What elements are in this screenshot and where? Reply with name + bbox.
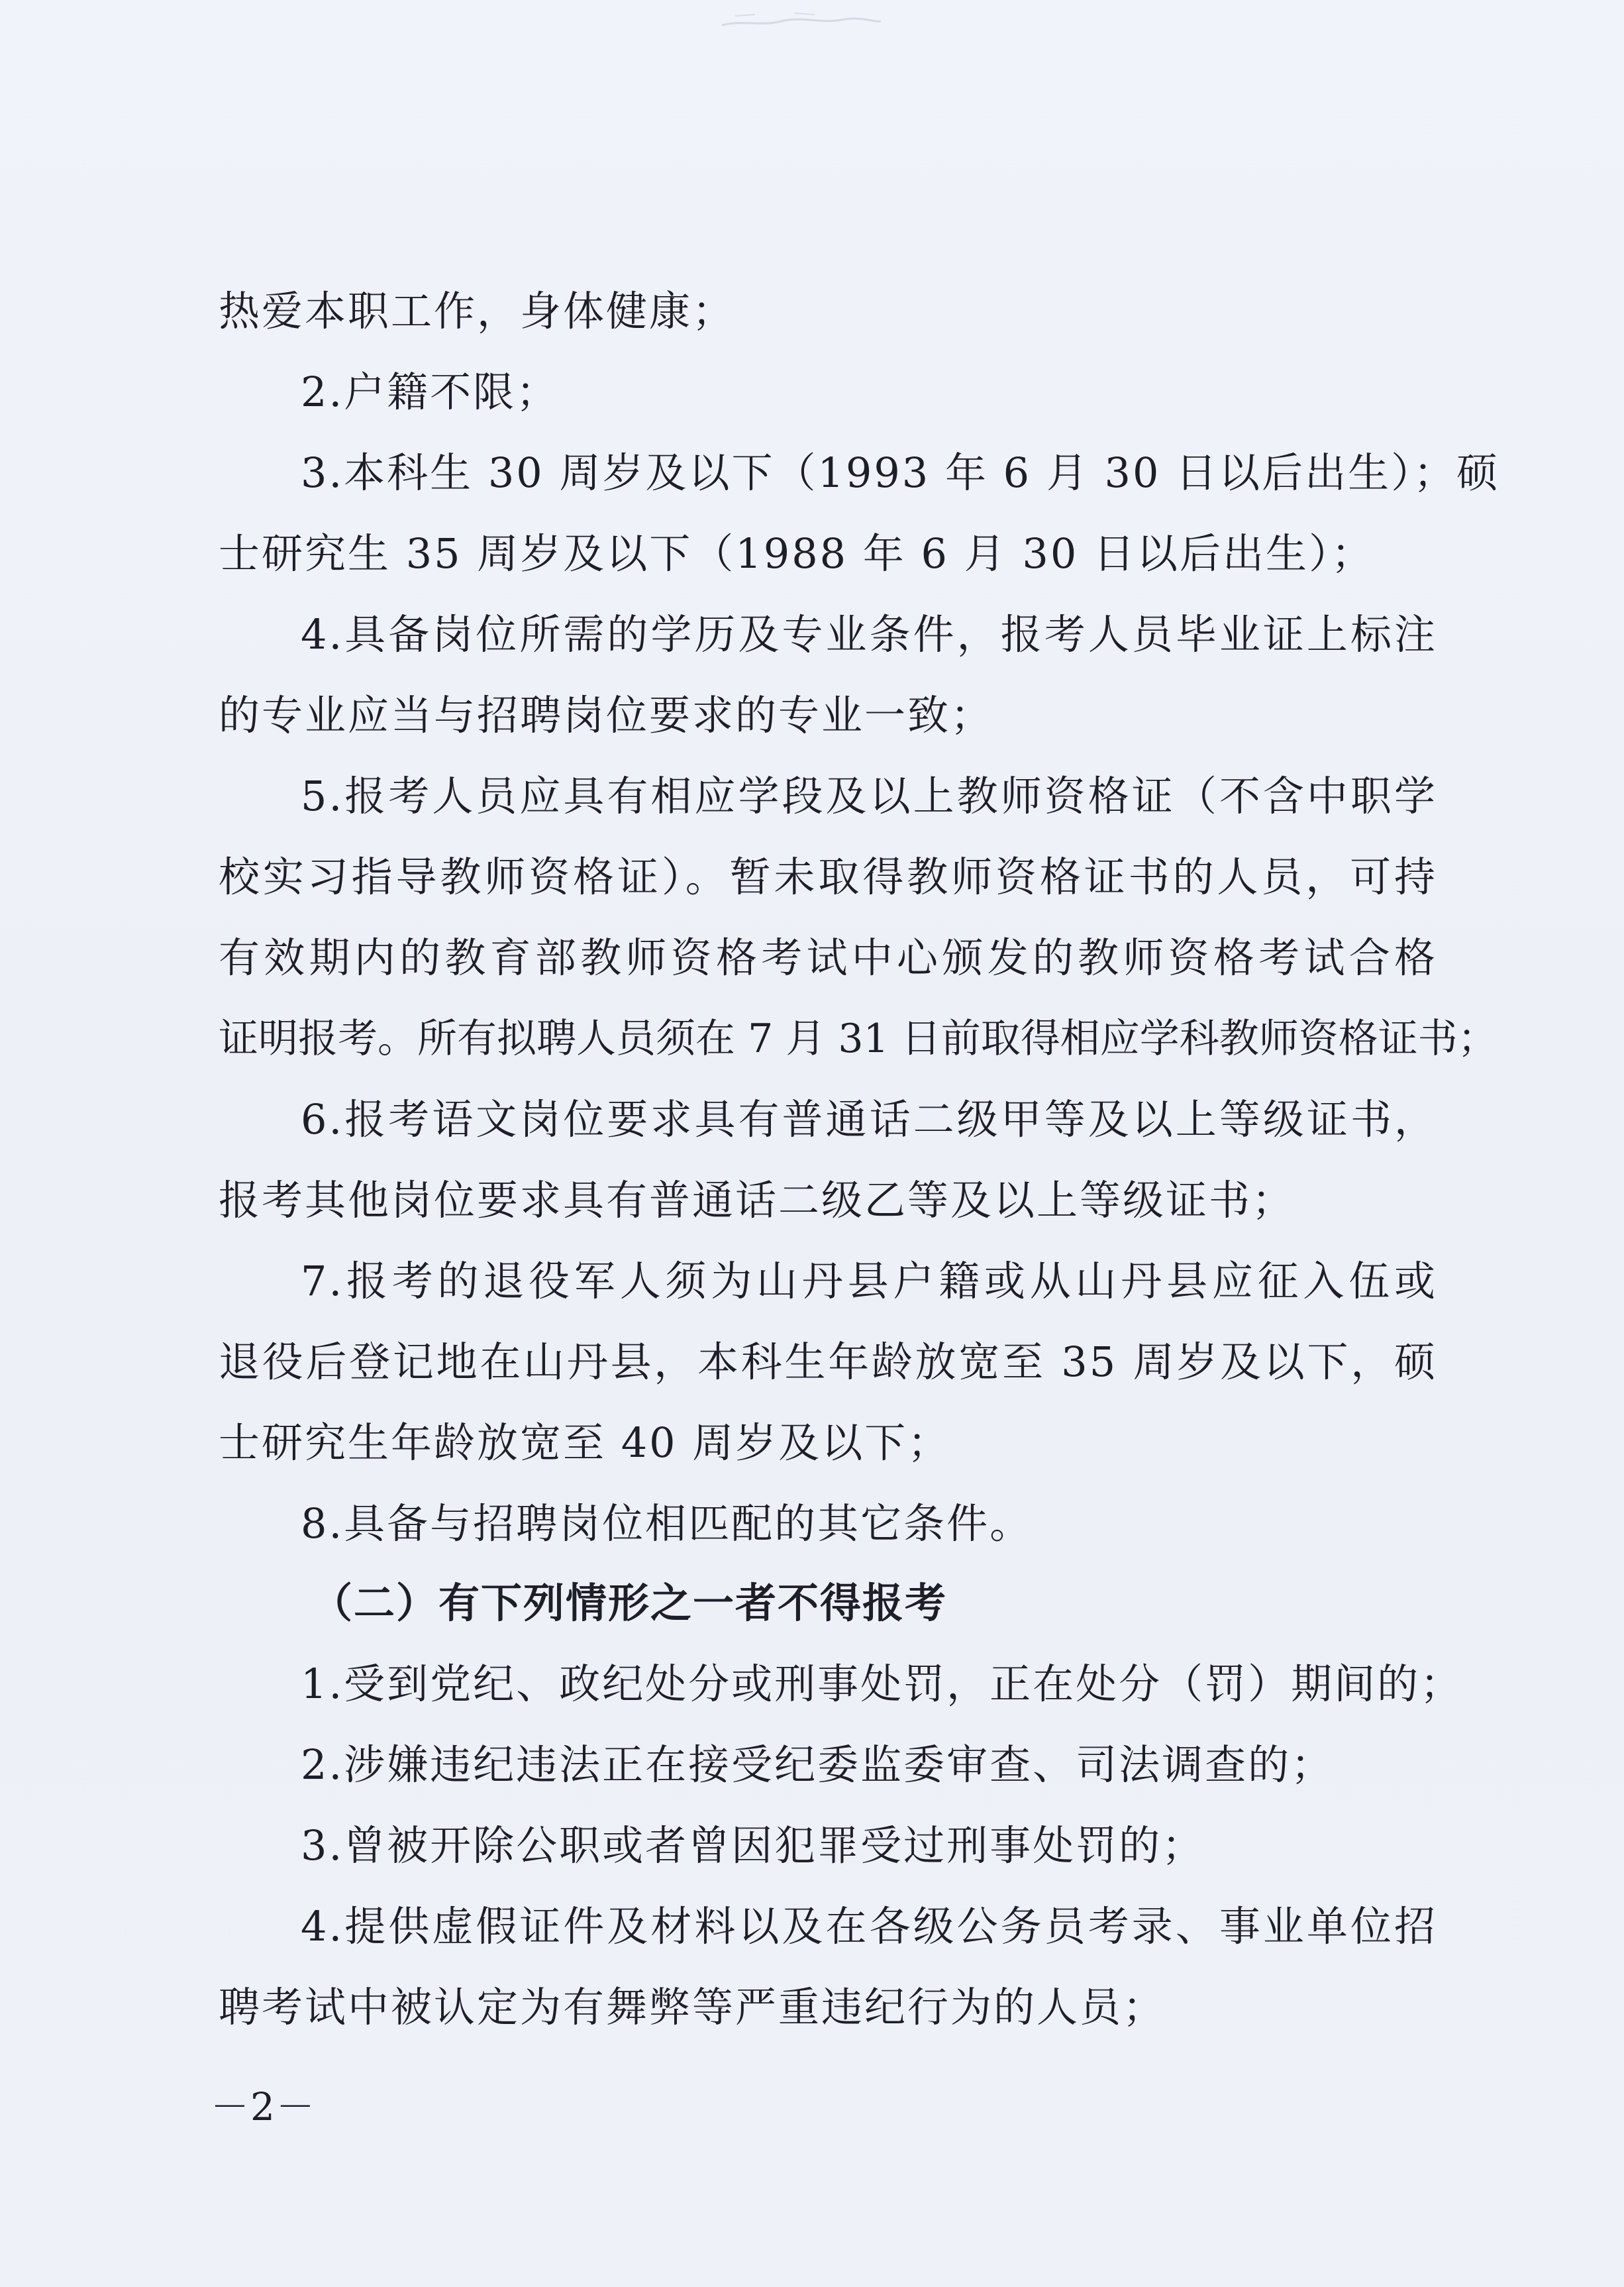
text-line-1: 热爱本职工作，身体健康； xyxy=(219,287,736,335)
text-line-19: 2.涉嫌违纪违法正在接受纪委监委审查、司法调查的； xyxy=(301,1740,1335,1789)
text-line-20: 3.曾被开除公职或者曾因犯罪受过刑事处罚的； xyxy=(301,1821,1205,1870)
text-line-10: 证明报考。所有拟聘人员须在 7 月 31 日前取得相应学科教师资格证书； xyxy=(219,1016,1497,1062)
text-line-15: 士研究生年龄放宽至 40 周岁及以下； xyxy=(219,1418,951,1467)
text-line-21: 4.提供虚假证件及材料以及在各级公务员考录、事业单位招 xyxy=(301,1902,1437,1950)
page-number: －2－ xyxy=(211,2084,316,2129)
text-line-7: 5.报考人员应具有相应学段及以上教师资格证（不含中职学 xyxy=(301,772,1437,820)
section-heading: （二）有下列情形之一者不得报考 xyxy=(311,1579,948,1627)
text-line-22: 聘考试中被认定为有舞弊等严重违纪行为的人员； xyxy=(219,1983,1166,2031)
text-line-8: 校实习指导教师资格证）。暂未取得教师资格证书的人员，可持 xyxy=(219,853,1437,901)
text-line-13: 7.报考的退役军人须为山丹县户籍或从山丹县应征入伍或 xyxy=(301,1257,1437,1305)
text-line-4: 士研究生 35 周岁及以下（1988 年 6 月 30 日以后出生）； xyxy=(219,529,1374,578)
text-line-12: 报考其他岗位要求具有普通话二级乙等及以上等级证书； xyxy=(219,1176,1295,1224)
scan-artifact-mark xyxy=(715,7,888,33)
text-line-2: 2.户籍不限； xyxy=(301,368,560,416)
text-line-14: 退役后登记地在山丹县，本科生年龄放宽至 35 周岁及以下，硕 xyxy=(219,1338,1437,1386)
text-line-5: 4.具备岗位所需的学历及专业条件，报考人员毕业证上标注 xyxy=(301,610,1437,659)
text-line-11: 6.报考语文岗位要求具有普通话二级甲等及以上等级证书， xyxy=(301,1095,1437,1144)
text-line-6: 的专业应当与招聘岗位要求的专业一致； xyxy=(219,691,994,739)
text-line-9: 有效期内的教育部教师资格考试中心颁发的教师资格考试合格 xyxy=(219,933,1437,982)
text-line-3: 3.本科生 30 周岁及以下（1993 年 6 月 30 日以后出生）；硕 xyxy=(301,449,1500,497)
text-line-16: 8.具备与招聘岗位相匹配的其它条件。 xyxy=(301,1499,1033,1548)
text-line-18: 1.受到党纪、政纪处分或刑事处罚，正在处分（罚）期间的； xyxy=(301,1660,1464,1708)
